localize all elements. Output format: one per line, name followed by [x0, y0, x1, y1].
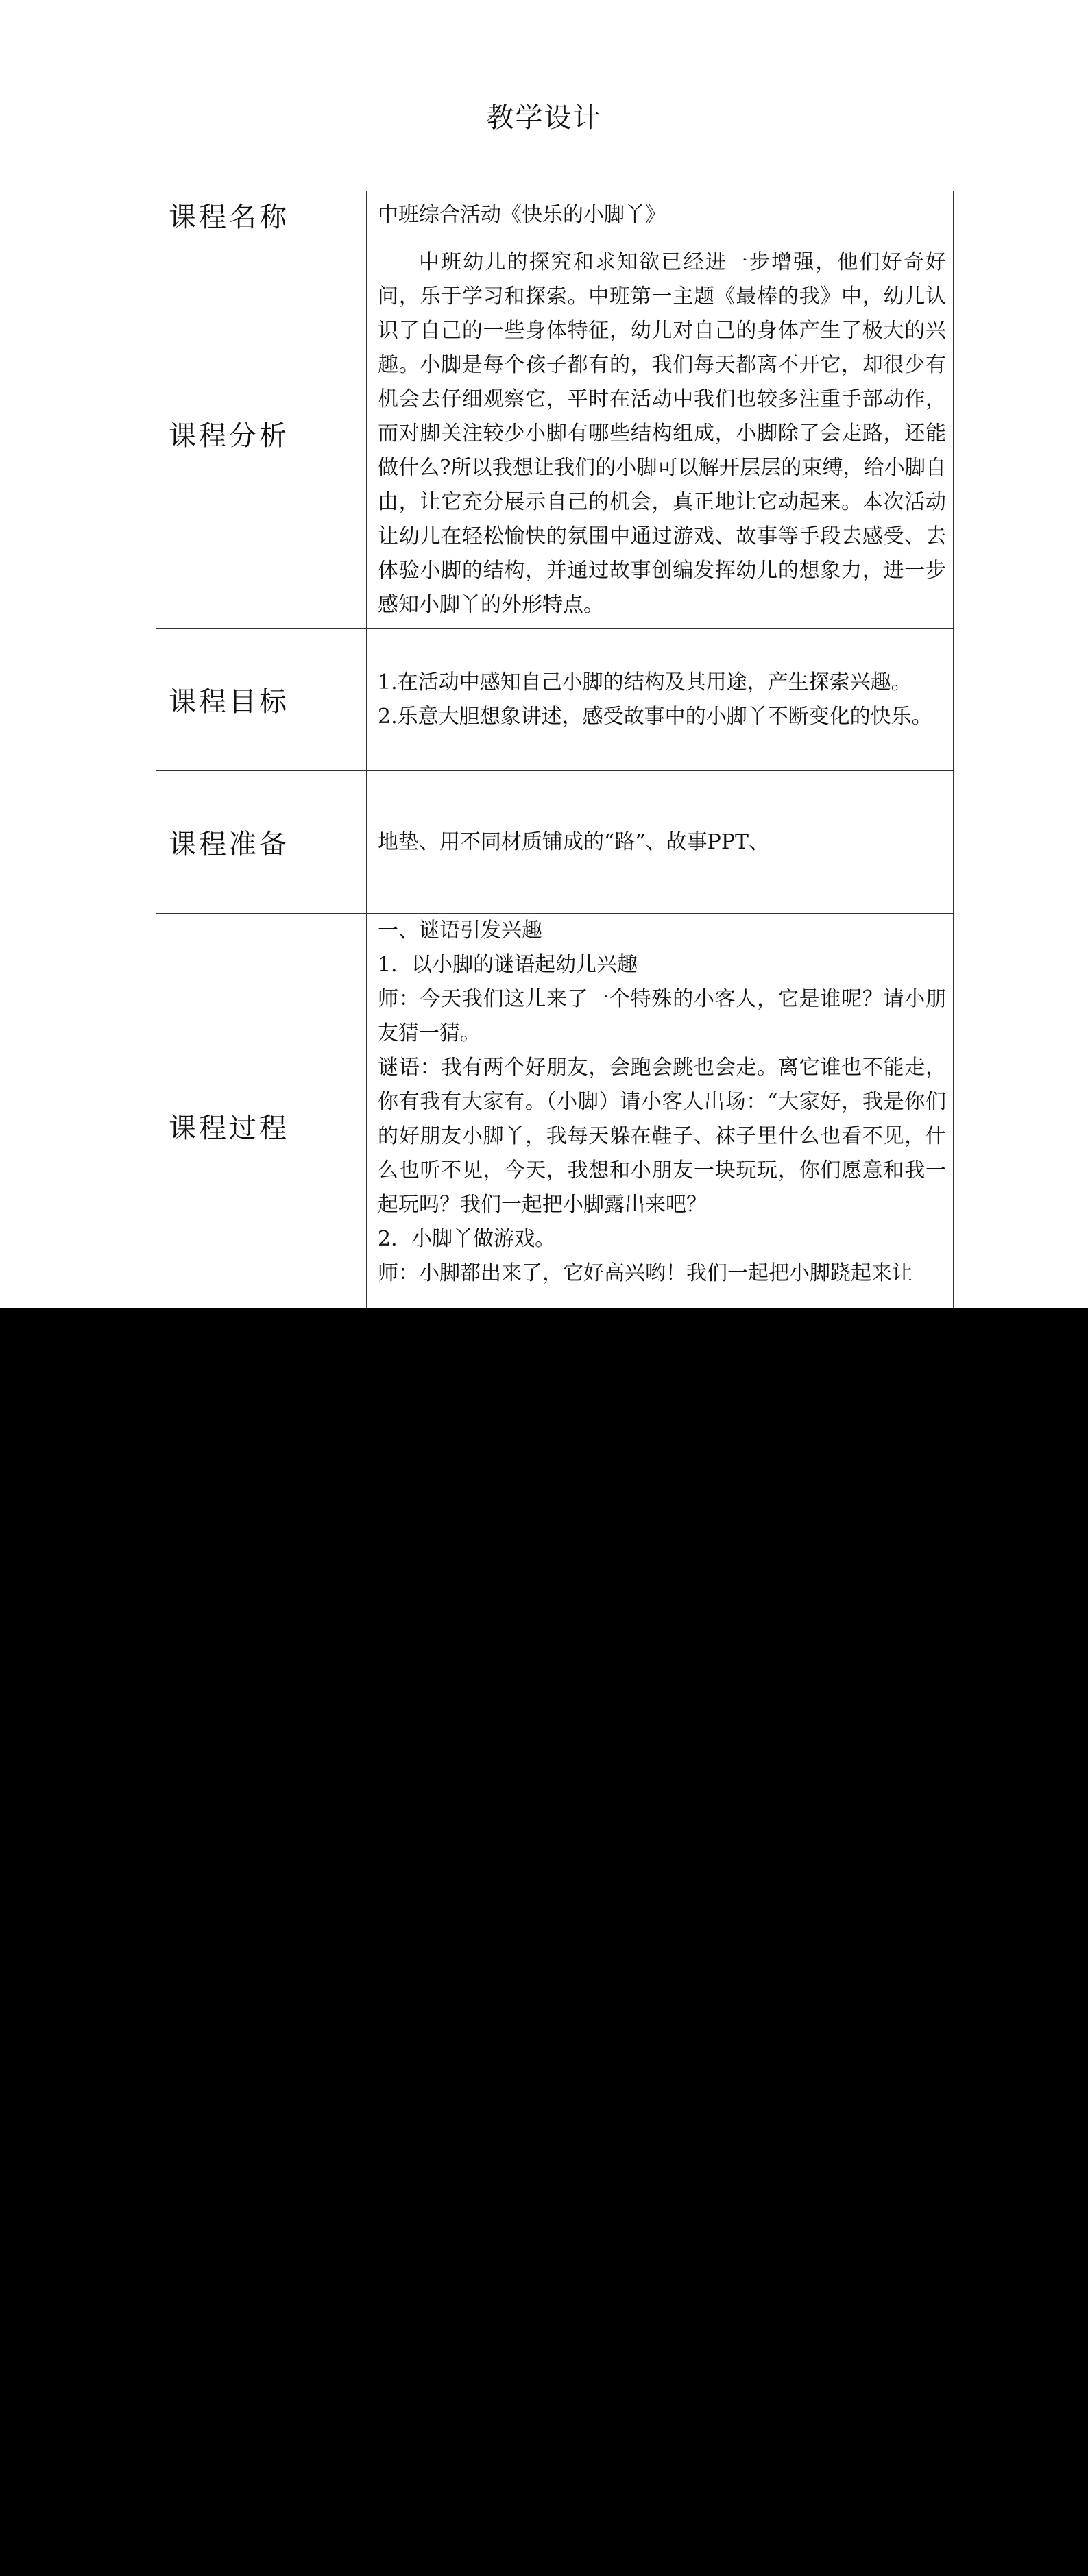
course-analysis-paragraph: 中班幼儿的探究和求知欲已经进一步增强，他们好奇好问，乐于学习和探索。中班第一主题《最棒的我》中，幼儿认识了自己的一些身体特征，幼儿对自己的身体产生了极大的兴趣。小脚是每个孩子都有的，我们每天都离不开它，却很少有机会去仔细观察它，平时在活动中我们也较多注重手部动作，而对脚关注较少小脚有哪些结构组成，小脚除了会走路，还能做什么?所以我想让我们的小脚可以解开层层的束缚，给小脚自由，让它充分展示自己的机会，真正地让它动起来。本次活动让幼儿在轻松愉快的氛围中通过游戏、故事等手段去感受、去体验小脚的结构，并通过故事创编发挥幼儿的想象力，进一步感知小脚丫的外形特点。 [378, 250, 946, 617]
course-analysis-label: 课程分析 [156, 239, 367, 629]
table-row-course-prep [156, 771, 954, 914]
table-row-course-analysis [156, 239, 954, 629]
course-process-value [367, 914, 954, 1309]
course-process-label: 课程过程 [156, 914, 367, 1309]
course-process-line: 1．以小脚的谜语起幼儿兴趣 [378, 953, 638, 977]
course-goal-label: 课程目标 [156, 629, 367, 771]
course-process-line: 一、谜语引发兴趣 [378, 919, 542, 943]
course-goal-item: 2.乐意大胆想象讲述，感受故事中的小脚丫不断变化的快乐。 [378, 704, 932, 729]
course-prep-value: 地垫、用不同材质铺成的“路”、故事PPT、 [367, 771, 954, 914]
course-process-line: 师：小脚都出来了，它好高兴哟！我们一起把小脚跷起来让 [378, 1261, 912, 1285]
lesson-design-table [156, 191, 954, 1308]
course-goal-item: 1.在活动中感知自己小脚的结构及其用途，产生探索兴趣。 [378, 670, 912, 694]
course-process-line: 师：今天我们这儿来了一个特殊的小客人，它是谁呢？请小朋友猜一猜。 [378, 987, 946, 1045]
course-goal-value [367, 629, 954, 771]
document-title: 教学设计 [486, 102, 602, 134]
table-row-course-goal [156, 629, 954, 771]
course-name-label: 课程名称 [156, 191, 367, 239]
table-row-course-process [156, 914, 954, 1309]
course-analysis-value [367, 239, 954, 629]
table-row-course-name [156, 191, 954, 239]
course-process-line: 谜语：我有两个好朋友，会跑会跳也会走。离它谁也不能走，你有我有大家有。（小脚）请小客人出场：“大家好，我是你们的好朋友小脚丫，我每天躲在鞋子、袜子里什么也看不见，什么也听不见，今天，我想和小朋友一块玩玩，你们愿意和我一起玩吗？我们一起把小脚露出来吧？ [378, 1056, 946, 1217]
course-prep-label: 课程准备 [156, 771, 367, 914]
course-name-value: 中班综合活动《快乐的小脚丫》 [367, 191, 954, 239]
course-process-line: 2．小脚丫做游戏。 [378, 1227, 556, 1251]
